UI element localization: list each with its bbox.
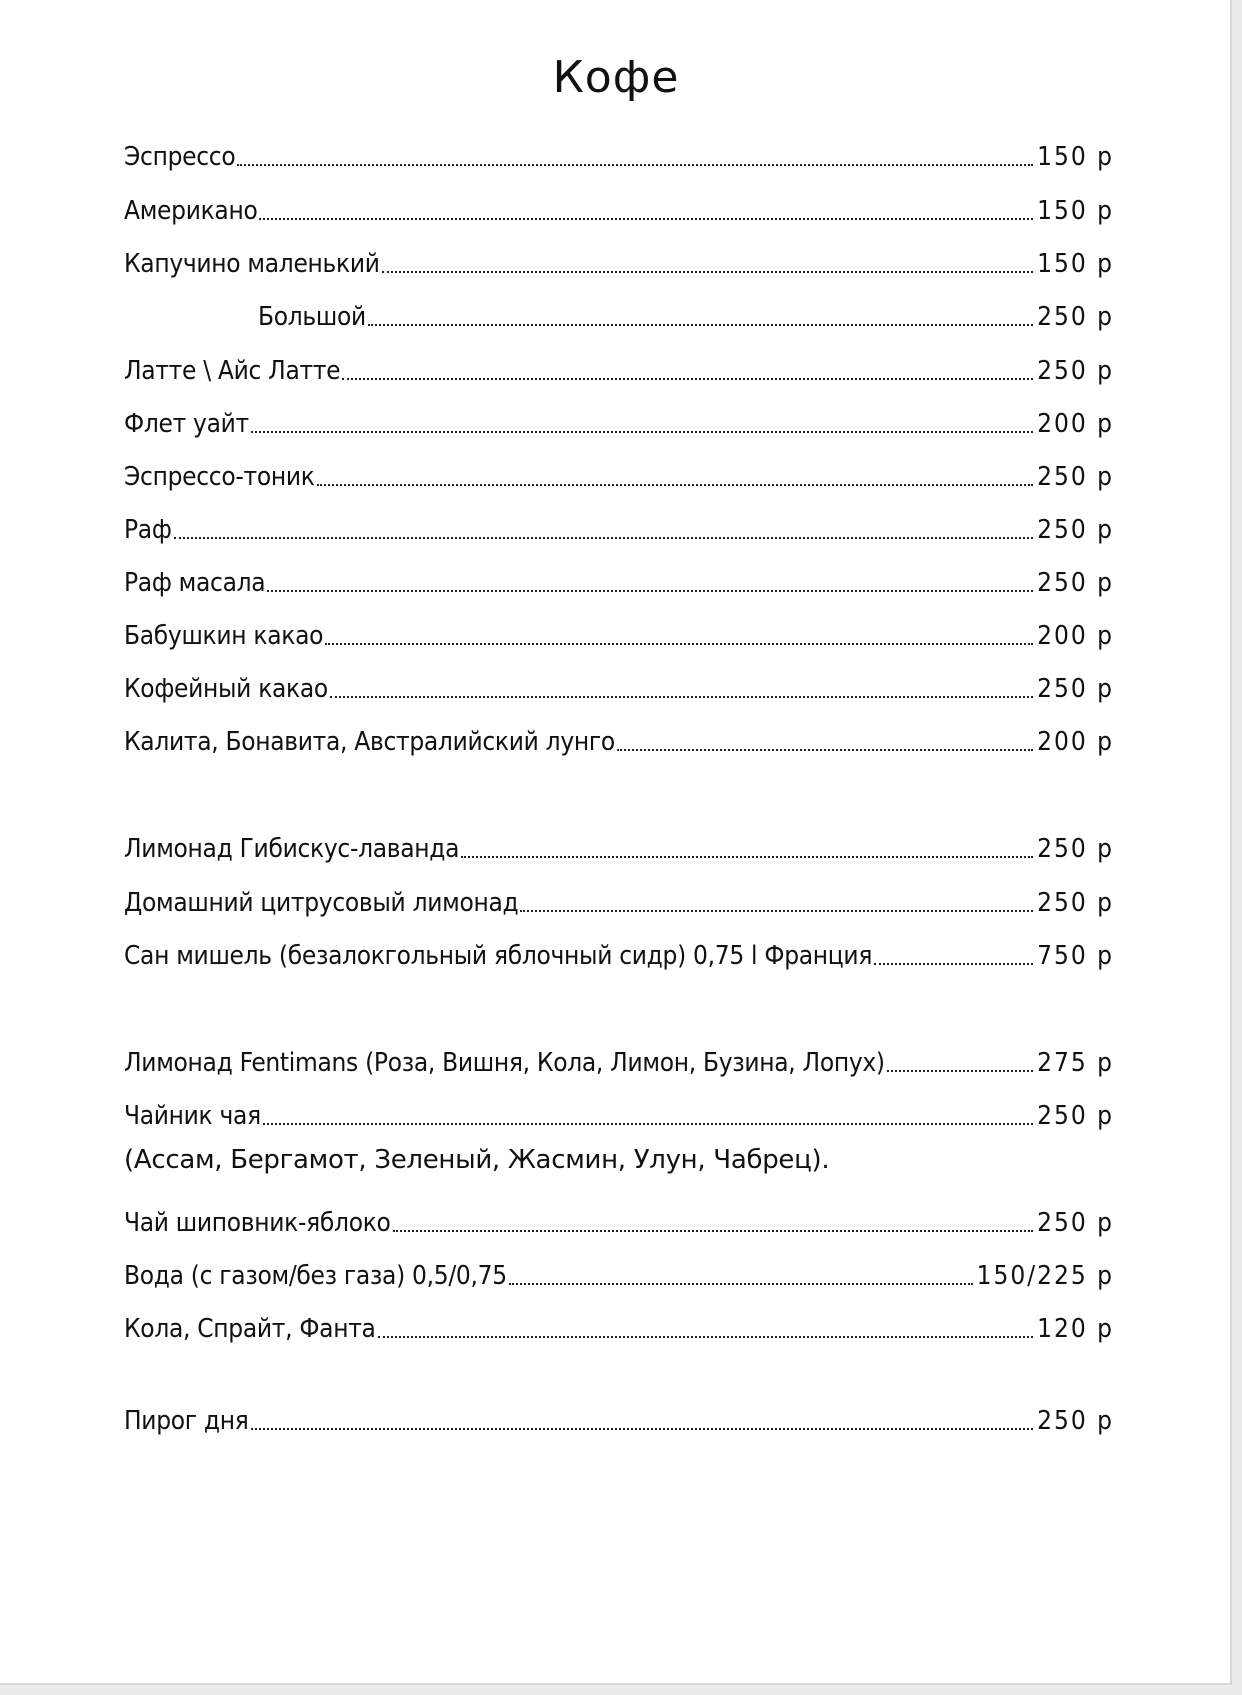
item-price: 750 р: [1037, 941, 1114, 971]
dot-leader: [317, 484, 1034, 486]
dot-leader: [509, 1283, 973, 1285]
menu-item-rosehip-tea: [124, 1196, 1114, 1240]
item-name: Пирог дня: [124, 1406, 249, 1436]
item-price: 250 р: [1037, 834, 1114, 864]
dot-leader: [461, 856, 1033, 858]
item-price: 150 р: [1037, 249, 1114, 279]
dot-leader: [251, 431, 1033, 433]
menu-item-cider: [124, 929, 1114, 973]
item-name: Чайник чая: [124, 1101, 261, 1131]
menu-item-cappuccino-small: [124, 237, 1114, 281]
item-price: 200 р: [1037, 727, 1114, 757]
item-price: 200 р: [1037, 621, 1114, 651]
item-price: 250 р: [1037, 1208, 1114, 1238]
menu-item-grandma-cocoa: [124, 609, 1114, 653]
menu-item-latte: [124, 344, 1114, 388]
item-price: 120 р: [1037, 1314, 1114, 1344]
dot-leader: [520, 910, 1033, 912]
item-name: Флет уайт: [124, 409, 249, 439]
menu-item-citrus-lemonade: [124, 876, 1114, 920]
menu-item-water: [124, 1249, 1114, 1293]
item-name: Раф масала: [124, 568, 266, 598]
menu-item-cappuccino-large: [124, 290, 1114, 334]
tea-varieties-note: (Ассам, Бергамот, Зеленый, Жасмин, Улун, Чабрец).: [124, 1145, 830, 1175]
dot-leader: [330, 696, 1033, 698]
menu-item-hibiscus-lemonade: [124, 822, 1114, 866]
dot-leader: [267, 590, 1033, 592]
item-name: Большой: [258, 302, 366, 332]
item-name: Лимонад Гибискус-лаванда: [124, 834, 460, 864]
item-price: 150 р: [1037, 142, 1114, 172]
item-name: Домашний цитрусовый лимонад: [124, 888, 519, 918]
dot-leader: [251, 1428, 1034, 1430]
item-name: Лимонад Fentimans (Роза, Вишня, Кола, Лимон, Бузина, Лопух): [124, 1048, 885, 1078]
item-name: Американо: [124, 196, 258, 226]
item-price: 250 р: [1037, 888, 1114, 918]
dot-leader: [393, 1230, 1034, 1232]
dot-leader: [874, 963, 1033, 965]
menu-item-fentimans: [124, 1036, 1114, 1080]
item-price: 250 р: [1037, 1101, 1114, 1131]
item-price: 150/225 р: [976, 1261, 1114, 1291]
menu-item-coffee-cocoa: [124, 662, 1114, 706]
item-name: Калита, Бонавита, Австралийский лунго: [124, 727, 615, 757]
dot-leader: [263, 1123, 1033, 1125]
menu-item-espresso: [124, 130, 1114, 174]
menu-title: Кофе: [552, 52, 680, 103]
dot-leader: [378, 1336, 1034, 1338]
menu-item-teapot: [124, 1089, 1114, 1133]
item-price: 250 р: [1037, 674, 1114, 704]
item-price: 250 р: [1037, 356, 1114, 386]
item-name: Раф: [124, 515, 172, 545]
item-price: 200 р: [1037, 409, 1114, 439]
item-price: 250 р: [1037, 302, 1114, 332]
item-name: Кола, Спрайт, Фанта: [124, 1314, 376, 1344]
item-name: Эспрессо: [124, 142, 236, 172]
item-name: Вода (с газом/без газа) 0,5/0,75: [124, 1261, 507, 1291]
menu-item-pie-of-the-day: [124, 1394, 1114, 1438]
menu-item-filter-coffee: [124, 715, 1114, 759]
item-name: Эспрессо-тоник: [124, 462, 315, 492]
item-name: Кофейный какао: [124, 674, 328, 704]
item-price: 250 р: [1037, 1406, 1114, 1436]
dot-leader: [382, 271, 1033, 273]
menu-item-raf: [124, 503, 1114, 547]
menu-item-flat-white: [124, 397, 1114, 441]
item-price: 150 р: [1037, 196, 1114, 226]
item-price: 250 р: [1037, 515, 1114, 545]
item-name: Капучино маленький: [124, 249, 380, 279]
item-price: 250 р: [1037, 462, 1114, 492]
item-name: Сан мишель (безалокгольный яблочный сидр) 0,75 l Франция: [124, 941, 873, 971]
menu-item-americano: [124, 184, 1114, 228]
dot-leader: [617, 749, 1033, 751]
dot-leader: [887, 1070, 1033, 1072]
item-name: Латте \ Айс Латте: [124, 356, 341, 386]
item-price: 250 р: [1037, 568, 1114, 598]
dot-leader: [174, 537, 1034, 539]
menu-item-espresso-tonic: [124, 450, 1114, 494]
item-name: Чай шиповник-яблоко: [124, 1208, 391, 1238]
dot-leader: [325, 643, 1033, 645]
menu-item-raf-masala: [124, 556, 1114, 600]
dot-leader: [237, 164, 1033, 166]
item-price: 275 р: [1037, 1048, 1114, 1078]
dot-leader: [368, 324, 1033, 326]
menu-item-soda: [124, 1302, 1114, 1346]
item-name: Бабушкин какао: [124, 621, 324, 651]
dot-leader: [259, 218, 1033, 220]
dot-leader: [342, 378, 1033, 380]
